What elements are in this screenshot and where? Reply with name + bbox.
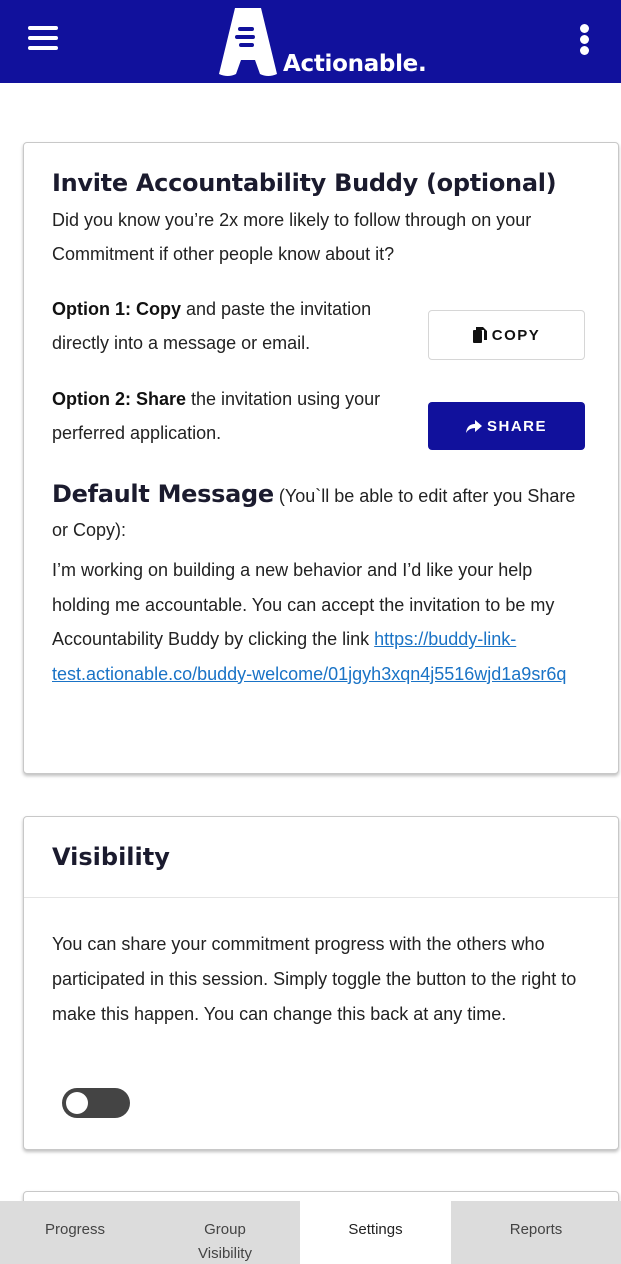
option-1-text [52, 292, 422, 360]
visibility-card [23, 816, 619, 1150]
toggle-knob [66, 1092, 88, 1114]
divider [24, 897, 618, 898]
tab-reports[interactable]: Reports [509, 1221, 563, 1238]
default-message-title: Default Message [52, 480, 274, 508]
share-button-label: SHARE [486, 417, 547, 435]
copy-icon [473, 327, 487, 343]
invite-intro: Did you know you’re 2x more likely to follow through on your Commitment if other people know about it? [52, 210, 532, 264]
actionable-logo-mark-icon [218, 4, 278, 78]
hamburger-menu-icon[interactable] [28, 24, 58, 52]
app-header [0, 0, 621, 83]
tab-settings[interactable]: Settings [300, 1201, 451, 1264]
option-2-description: the invitation using your perferred application. [52, 389, 381, 443]
copy-button[interactable] [428, 310, 585, 360]
visibility-description: You can share your commitment progress with the others who participated in this session. Simply toggle the button to the right to make this happen. You can change this back at any time. [52, 934, 577, 1024]
option-2-text [52, 382, 422, 450]
copy-button-label: COPY [491, 326, 541, 344]
default-message-body [52, 553, 592, 691]
buddy-invite-link[interactable]: https://buddy-link-test.actionable.co/buddy-welcome/01jgyh3xqn4j5516wjd1a9sr6q [52, 629, 567, 684]
tab-group-visibility[interactable]: Group Visibility [198, 1221, 252, 1262]
share-button[interactable] [428, 402, 585, 450]
option-2-label: Option 2: Share [52, 389, 187, 409]
default-message-note: (You`ll be able to edit after you Share or Copy): [52, 486, 576, 540]
visibility-title: Visibility [52, 843, 170, 871]
actionable-logo [218, 4, 428, 78]
option-1-description: and paste the invitation directly into a message or email. [52, 299, 372, 353]
share-arrow-icon [466, 420, 482, 433]
default-message-heading [52, 477, 592, 547]
bottom-tab-bar [0, 1201, 621, 1264]
tab-progress[interactable]: Progress [44, 1221, 106, 1238]
vertical-dots-icon[interactable] [574, 22, 596, 56]
visibility-toggle[interactable] [62, 1088, 130, 1118]
invite-buddy-card [23, 142, 619, 774]
logo-text: Actionable. [283, 51, 427, 77]
default-message-text: I’m working on building a new behavior and I’d like your help holding me accountable. You can accept the invitation to be my Accountability Buddy by clicking the link [52, 560, 555, 649]
invite-title: Invite Accountability Buddy (optional) [52, 169, 557, 197]
option-1-label: Option 1: Copy [52, 299, 181, 319]
